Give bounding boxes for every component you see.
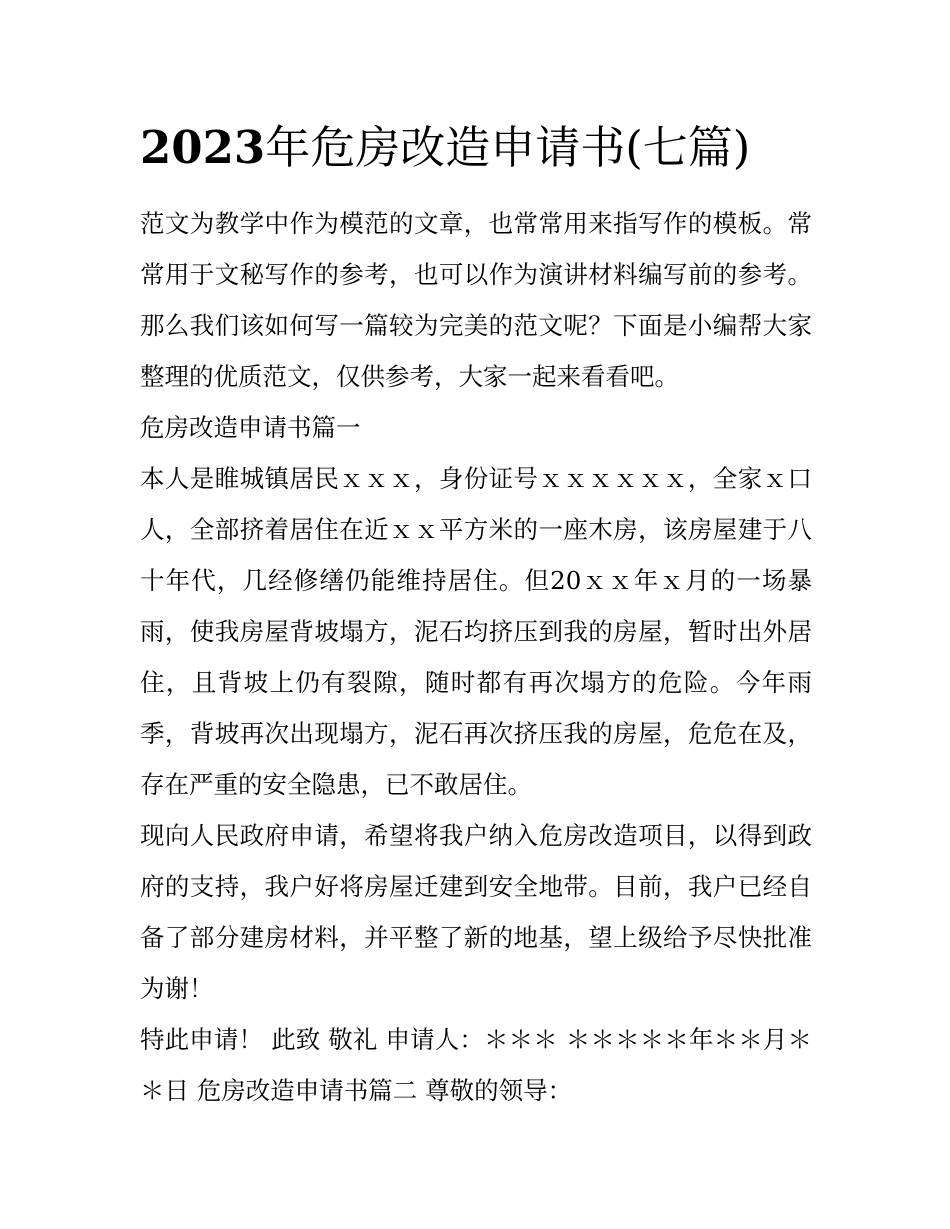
intro-paragraph: 范文为教学中作为模范的文章，也常常用来指写作的模板。常常用于文秘写作的参考，也可以作为演讲材料编写前的参考。那么我们该如何写一篇较为完美的范文呢？下面是小编帮大家整理的优质范文，仅供参考，大家一起来看看吧。 [140,209,812,391]
document-body [140,198,812,1116]
section-heading-1: 危房改造申请书篇一 [140,413,361,442]
body-paragraph-2: 现向人民政府申请，希望将我户纳入危房改造项目，以得到政府的支持，我户好将房屋迁建到安全地带。目前，我户已经自备了部分建房材料，并平整了新的地基，望上级给予尽快批准为谢！ [140,821,812,1003]
title-year: 2023 [140,121,266,174]
body-paragraph-1: 本人是睢城镇居民ｘｘｘ，身份证号ｘｘｘｘｘｘ，全家ｘ口人，全部挤着居住在近ｘｘ平方米的一座木房，该房屋建于八十年代，几经修缮仍能维持居住。但20ｘｘ年ｘ月的一场暴雨，使我房屋背坡塌方，泥石均挤压到我的房屋，暂时出外居住，且背坡上仍有裂隙，随时都有再次塌方的危险。今年雨季，背坡再次出现塌方，泥石再次挤压我的房屋，危危在及，存在严重的安全隐患，已不敢居住。 [140,464,812,799]
title-text: 年危房改造申请书(七篇) [265,121,751,174]
closing-paragraph: 特此申请！ 此致 敬礼 申请人：＊＊＊ ＊＊＊＊＊年＊＊月＊＊日 危房改造申请书篇二 尊敬的领导： [140,1025,812,1105]
document-title [140,118,840,178]
